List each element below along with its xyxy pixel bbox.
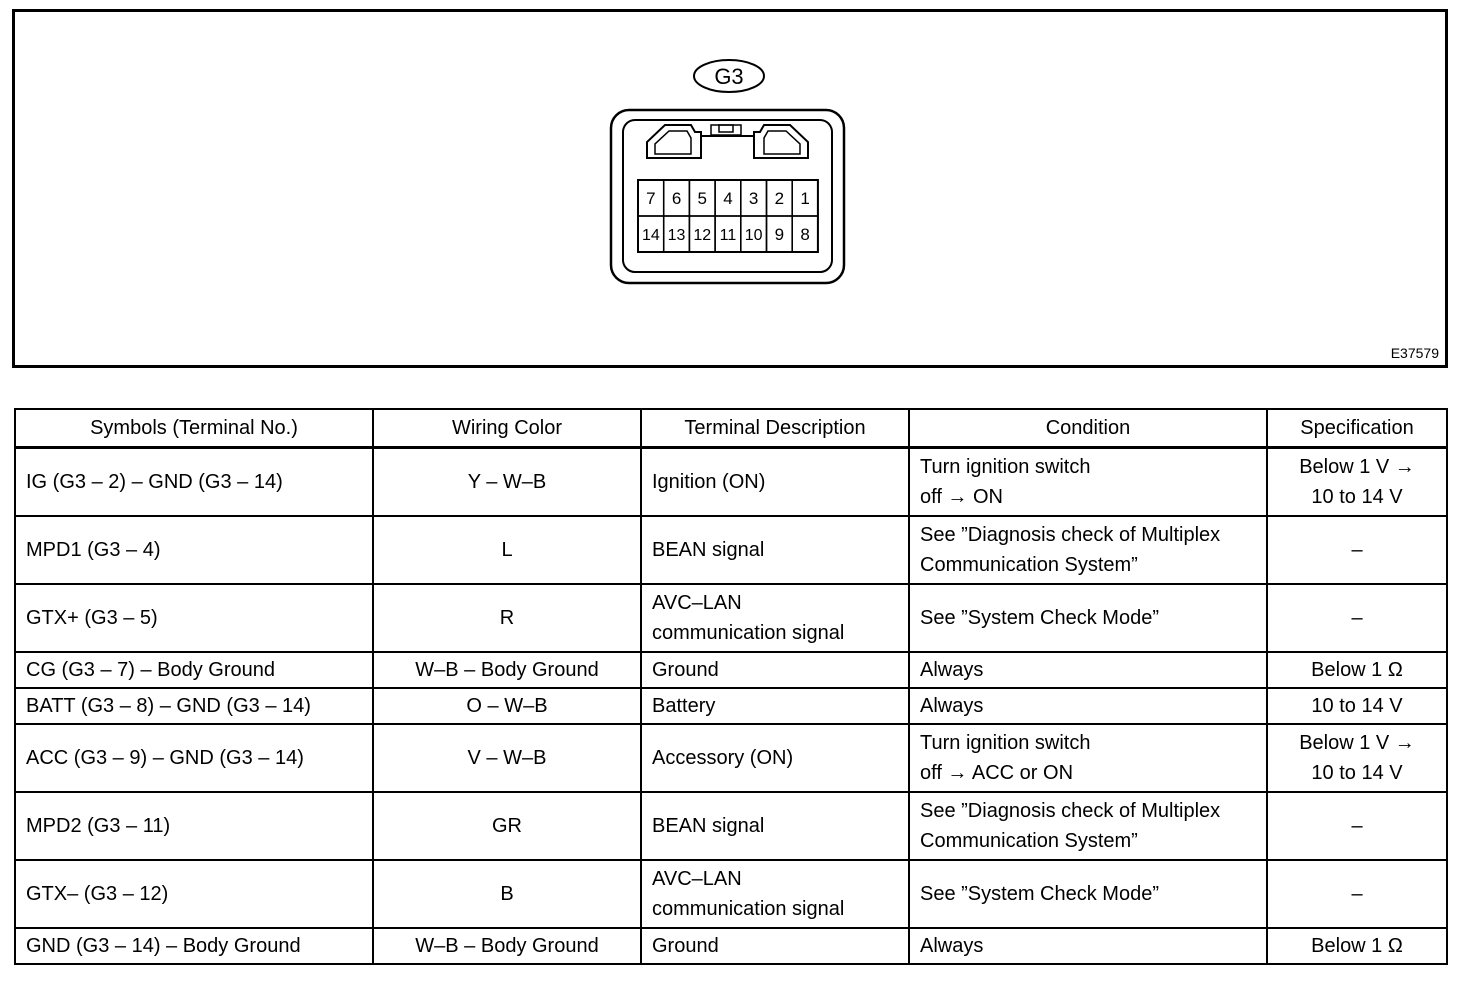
cell-specification-line: – (1351, 815, 1363, 837)
header-terminal-description: Terminal Description (641, 409, 909, 448)
cell-description-line: AVC–LAN (652, 592, 742, 614)
cell-symbols: BATT (G3 – 8) – GND (G3 – 14) (15, 688, 373, 724)
cell-description-line: Accessory (ON) (652, 747, 794, 769)
cell-symbols: GND (G3 – 14) – Body Ground (15, 928, 373, 964)
key-slot (711, 125, 741, 135)
cell-description-line: BEAN signal (652, 815, 765, 837)
cell-wiring-color: GR (373, 792, 641, 860)
cell-condition-line: See ”Diagnosis check of Multiplex (920, 800, 1221, 822)
header-wiring-color: Wiring Color (373, 409, 641, 448)
cell-symbols: GTX+ (G3 – 5) (15, 584, 373, 652)
cell-description-line: Ground (652, 659, 719, 681)
pin-number: 9 (774, 225, 785, 244)
cell-symbols: CG (G3 – 7) – Body Ground (15, 652, 373, 688)
pin-number: 5 (697, 189, 707, 208)
cell-specification-line: – (1351, 607, 1363, 629)
pin-number: 3 (748, 189, 759, 208)
cell-description-line: Ignition (ON) (652, 471, 766, 493)
cell-condition (909, 584, 1267, 652)
cell-description-line: Ground (652, 935, 719, 957)
cell-description (641, 584, 909, 652)
cell-symbols: ACC (G3 – 9) – GND (G3 – 14) (15, 724, 373, 792)
cell-condition-line: See ”Diagnosis check of Multiplex (920, 524, 1221, 546)
header-symbols: Symbols (Terminal No.) (15, 409, 373, 448)
cell-condition-line: Turn ignition switch (920, 456, 1091, 478)
table-row (15, 688, 1447, 724)
cell-specification-line: – (1351, 883, 1363, 905)
cell-symbols: MPD1 (G3 – 4) (15, 516, 373, 584)
table-row (15, 584, 1447, 652)
cell-condition-line: off → ACC or ON (920, 762, 1074, 784)
cell-symbols: GTX– (G3 – 12) (15, 860, 373, 928)
cell-description (641, 688, 909, 724)
cell-description-line: AVC–LAN (652, 868, 742, 890)
pin-number: 2 (774, 189, 785, 208)
cell-wiring-color: Y – W–B (373, 448, 641, 517)
cell-wiring-color: W–B – Body Ground (373, 652, 641, 688)
pin-number: 4 (723, 189, 733, 208)
cell-wiring-color: R (373, 584, 641, 652)
cell-specification-line: – (1351, 539, 1363, 561)
table-row (15, 652, 1447, 688)
cell-symbols: MPD2 (G3 – 11) (15, 792, 373, 860)
pin-number: 7 (646, 189, 656, 208)
header-condition: Condition (909, 409, 1267, 448)
cell-description (641, 724, 909, 792)
cell-condition (909, 448, 1267, 517)
pin-grid (638, 180, 818, 252)
table-row (15, 724, 1447, 792)
cell-condition-line: Turn ignition switch (920, 732, 1091, 754)
cell-specification (1267, 516, 1447, 584)
cell-description (641, 792, 909, 860)
connector-diagram (15, 12, 1445, 365)
cell-specification-line: Below 1 Ω (1311, 935, 1403, 957)
table-row (15, 516, 1447, 584)
cell-condition-line: See ”System Check Mode” (920, 883, 1159, 905)
cell-condition (909, 724, 1267, 792)
cell-condition (909, 688, 1267, 724)
cell-description (641, 516, 909, 584)
cell-specification (1267, 688, 1447, 724)
table-header-row (15, 409, 1447, 448)
cell-wiring-color: W–B – Body Ground (373, 928, 641, 964)
cell-specification (1267, 928, 1447, 964)
pin-number: 8 (800, 225, 810, 244)
cell-condition-line: off → ON (920, 486, 1003, 508)
cell-wiring-color: L (373, 516, 641, 584)
cell-condition (909, 860, 1267, 928)
figure-id: E37579 (1390, 345, 1439, 361)
table-row (15, 448, 1447, 517)
table-row (15, 860, 1447, 928)
cell-specification-line: Below 1 V → (1299, 732, 1415, 754)
pin-number: 6 (671, 189, 682, 208)
cell-symbols: IG (G3 – 2) – GND (G3 – 14) (15, 448, 373, 517)
cell-description-line: communication signal (652, 622, 845, 644)
cell-description (641, 860, 909, 928)
pin-number: 12 (693, 227, 712, 244)
cell-condition-line: Always (920, 659, 984, 681)
cell-specification (1267, 652, 1447, 688)
cell-description-line: communication signal (652, 898, 845, 920)
cell-condition-line: Communication System” (920, 830, 1138, 852)
cell-wiring-color: O – W–B (373, 688, 641, 724)
cell-specification-line: 10 to 14 V (1311, 762, 1403, 784)
pin-number: 14 (641, 227, 660, 244)
cell-condition-line: Always (920, 935, 984, 957)
cell-condition-line: Always (920, 695, 984, 717)
header-specification: Specification (1267, 409, 1447, 448)
cell-condition (909, 516, 1267, 584)
pin-number: 1 (800, 189, 810, 208)
cell-condition-line: See ”System Check Mode” (920, 607, 1159, 629)
cell-specification-line: 10 to 14 V (1311, 695, 1403, 717)
cell-wiring-color: B (373, 860, 641, 928)
cell-specification (1267, 724, 1447, 792)
pin-number: 13 (667, 227, 686, 244)
pin-number: 11 (719, 227, 737, 244)
cell-description (641, 652, 909, 688)
terminal-spec-table (14, 408, 1448, 965)
cell-condition (909, 928, 1267, 964)
cell-condition-line: Communication System” (920, 554, 1138, 576)
cell-specification-line: 10 to 14 V (1311, 486, 1403, 508)
cell-specification-line: Below 1 Ω (1311, 659, 1403, 681)
table-row (15, 928, 1447, 964)
cell-specification (1267, 792, 1447, 860)
cell-specification (1267, 584, 1447, 652)
cell-wiring-color: V – W–B (373, 724, 641, 792)
table-row (15, 792, 1447, 860)
pin-number: 10 (744, 227, 763, 244)
connector-label: G3 (714, 64, 744, 89)
cell-description (641, 928, 909, 964)
cell-specification-line: Below 1 V → (1299, 456, 1415, 478)
cell-specification (1267, 860, 1447, 928)
cell-specification (1267, 448, 1447, 517)
cell-condition (909, 652, 1267, 688)
connector-figure (12, 9, 1448, 368)
cell-description-line: Battery (652, 695, 716, 717)
cell-description (641, 448, 909, 517)
cell-condition (909, 792, 1267, 860)
cell-description-line: BEAN signal (652, 539, 765, 561)
